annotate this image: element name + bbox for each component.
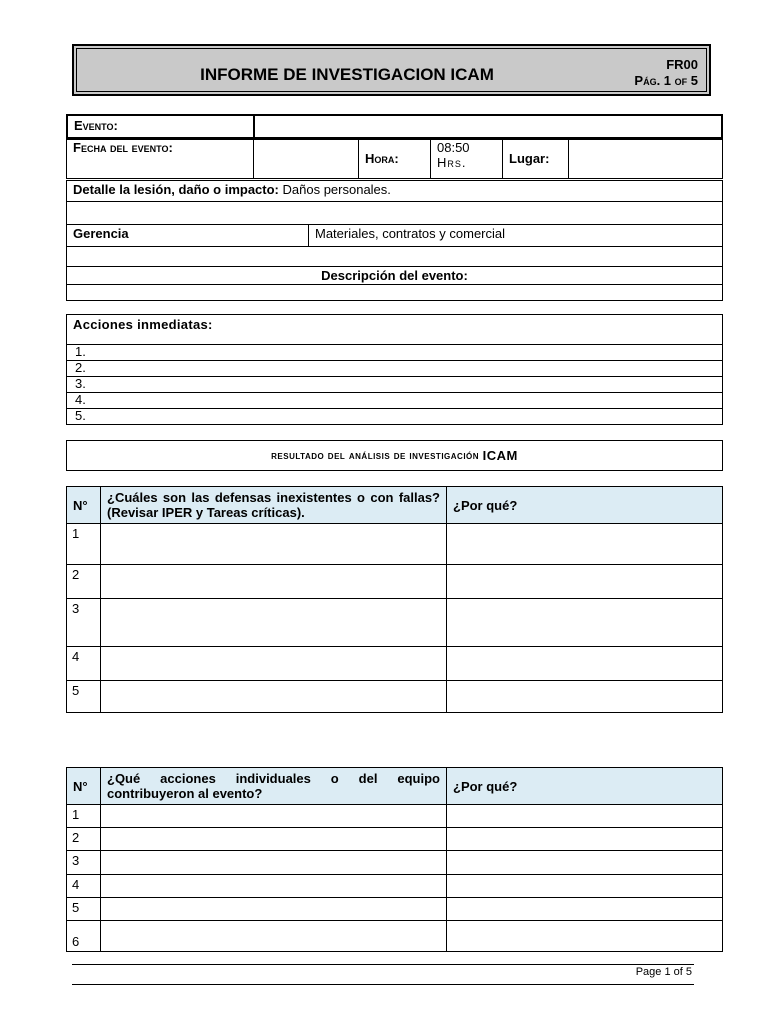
action-field[interactable] bbox=[101, 921, 447, 952]
form-code: FR00 bbox=[666, 57, 698, 72]
immediate-action-item[interactable]: 1. bbox=[67, 345, 723, 361]
defense-field[interactable] bbox=[101, 681, 447, 713]
immediate-actions-table bbox=[66, 314, 723, 425]
contributing-actions-table bbox=[66, 767, 723, 952]
header-inner-frame bbox=[76, 48, 707, 92]
document-header bbox=[72, 44, 711, 96]
time-label-cell bbox=[359, 138, 431, 179]
footer-page-number: Page 1 of 5 bbox=[635, 966, 692, 978]
date-label: Fecha del evento: bbox=[73, 140, 173, 155]
defense-why-field[interactable] bbox=[447, 599, 723, 647]
table-row-number: 3 bbox=[67, 851, 101, 875]
defense-field[interactable] bbox=[101, 647, 447, 681]
defense-field[interactable] bbox=[101, 599, 447, 647]
detail-cell bbox=[67, 181, 723, 202]
result-title-suffix: ICAM bbox=[482, 448, 518, 463]
date-value-field[interactable] bbox=[254, 138, 359, 179]
page-indicator bbox=[634, 73, 698, 89]
immediate-action-item[interactable]: 2. bbox=[67, 361, 723, 377]
action-why-field[interactable] bbox=[447, 851, 723, 875]
time-unit: Hrs. bbox=[437, 155, 467, 170]
action-why-field[interactable] bbox=[447, 805, 723, 828]
action-field[interactable] bbox=[101, 805, 447, 828]
action-why-field[interactable] bbox=[447, 828, 723, 851]
place-label-cell bbox=[503, 138, 569, 179]
immediate-action-item[interactable]: 5. bbox=[67, 409, 723, 425]
document-code-block bbox=[634, 57, 698, 89]
date-label-cell bbox=[67, 138, 254, 179]
detail-value[interactable]: Daños personales. bbox=[282, 182, 391, 197]
description-field[interactable] bbox=[67, 285, 723, 301]
page-prefix: Pág. 1 of bbox=[634, 73, 688, 88]
table-row-number: 1 bbox=[67, 805, 101, 828]
place-label: Lugar: bbox=[509, 150, 550, 166]
detail-label: Detalle la lesión, daño o impacto: bbox=[73, 182, 279, 197]
table-row-number: 5 bbox=[67, 898, 101, 921]
management-label-cell bbox=[67, 225, 309, 247]
management-blank-row[interactable] bbox=[67, 247, 723, 267]
management-label: Gerencia bbox=[73, 226, 129, 241]
defense-why-field[interactable] bbox=[447, 647, 723, 681]
defense-why-field[interactable] bbox=[447, 524, 723, 565]
event-label: Evento: bbox=[74, 118, 118, 133]
table-row-number: 3 bbox=[67, 599, 101, 647]
immediate-actions-title: Acciones inmediatas: bbox=[73, 317, 213, 332]
action-field[interactable] bbox=[101, 875, 447, 898]
table-row-number: 4 bbox=[67, 647, 101, 681]
event-value-field[interactable] bbox=[254, 115, 722, 139]
defenses-col-num: N° bbox=[67, 487, 101, 524]
time-value: 08:50 bbox=[437, 140, 470, 155]
actions-col-num: N° bbox=[67, 768, 101, 805]
document-title: INFORME DE INVESTIGACION ICAM bbox=[200, 65, 494, 84]
actions-col-question: ¿Qué acciones individuales o del equipo contribuyeron al evento? bbox=[101, 768, 447, 805]
time-label: Hora: bbox=[365, 150, 399, 166]
defenses-table bbox=[66, 486, 723, 713]
description-label: Descripción del evento: bbox=[67, 267, 723, 285]
defenses-col-why: ¿Por qué? bbox=[447, 487, 723, 524]
defense-why-field[interactable] bbox=[447, 681, 723, 713]
action-field[interactable] bbox=[101, 828, 447, 851]
detail-table bbox=[66, 180, 723, 301]
table-row-number: 5 bbox=[67, 681, 101, 713]
table-row-number: 2 bbox=[67, 828, 101, 851]
page-total: 5 bbox=[690, 73, 698, 88]
event-label-cell bbox=[67, 115, 254, 139]
immediate-actions-title-cell bbox=[67, 315, 723, 345]
table-row-number: 6 bbox=[67, 921, 101, 952]
defenses-col-question: ¿Cuáles son las defensas inexistentes o con fallas? (Revisar IPER y Tareas críticas). bbox=[101, 487, 447, 524]
action-field[interactable] bbox=[101, 898, 447, 921]
actions-col-why: ¿Por qué? bbox=[447, 768, 723, 805]
action-why-field[interactable] bbox=[447, 921, 723, 952]
defense-field[interactable] bbox=[101, 565, 447, 599]
footer-divider-bottom bbox=[72, 984, 694, 985]
result-section-title bbox=[66, 440, 723, 471]
action-field[interactable] bbox=[101, 851, 447, 875]
immediate-action-item[interactable]: 4. bbox=[67, 393, 723, 409]
action-why-field[interactable] bbox=[447, 875, 723, 898]
table-row-number: 1 bbox=[67, 524, 101, 565]
immediate-action-item[interactable]: 3. bbox=[67, 377, 723, 393]
defense-field[interactable] bbox=[101, 524, 447, 565]
detail-blank-row[interactable] bbox=[67, 202, 723, 225]
footer-divider-top bbox=[72, 964, 694, 965]
action-why-field[interactable] bbox=[447, 898, 723, 921]
date-time-place-table bbox=[66, 137, 723, 179]
place-value-field[interactable] bbox=[569, 138, 723, 179]
table-row-number: 2 bbox=[67, 565, 101, 599]
management-value-field[interactable]: Materiales, contratos y comercial bbox=[309, 225, 723, 247]
time-value-field[interactable] bbox=[431, 138, 503, 179]
result-title-text: resultado del análisis de investigación bbox=[271, 449, 480, 462]
table-row-number: 4 bbox=[67, 875, 101, 898]
defense-why-field[interactable] bbox=[447, 565, 723, 599]
